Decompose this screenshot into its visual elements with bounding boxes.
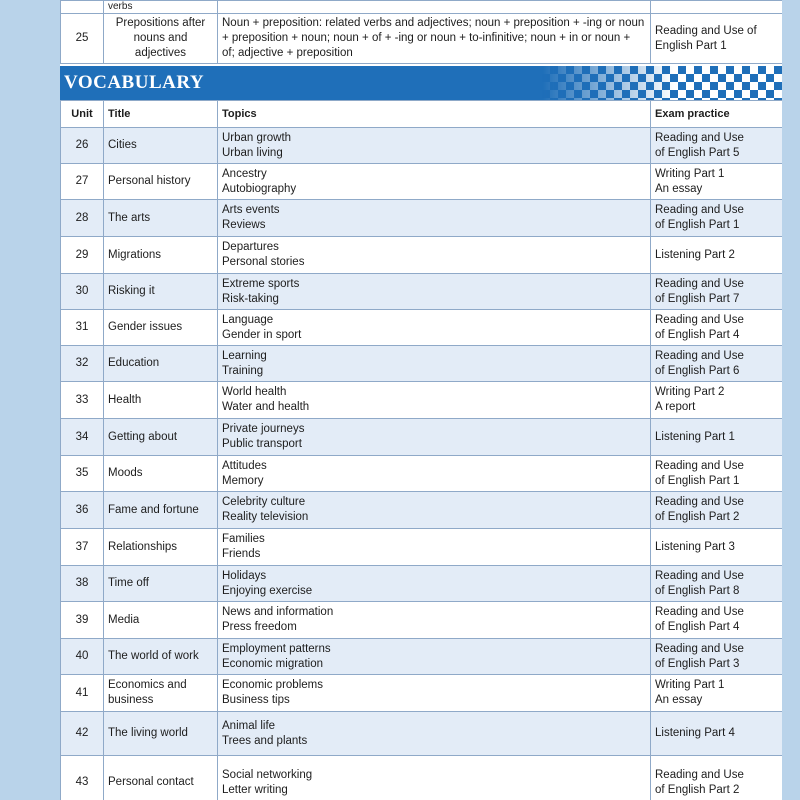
row-topics-line: Families — [222, 533, 265, 545]
vocabulary-table — [60, 100, 782, 800]
row-topics — [218, 200, 651, 237]
row-title: Media — [104, 602, 218, 639]
row-exam-line: of English Part 4 — [655, 621, 740, 633]
row-topics-line: Autobiography — [222, 182, 297, 195]
row-title: Risking it — [104, 274, 218, 310]
row-topics-line: Letter writing — [222, 783, 288, 796]
row-exam — [651, 346, 783, 382]
row-title: Education — [104, 346, 218, 382]
row-exam-line: Reading and Use — [655, 204, 744, 216]
row-topics-line: Private journeys — [222, 423, 305, 435]
row-exam — [651, 756, 783, 800]
row-topics-line: Enjoying exercise — [222, 584, 313, 597]
col-header-title: Title — [104, 101, 218, 128]
row-exam-line: A report — [655, 401, 696, 413]
row-unit: 29 — [61, 237, 104, 274]
row-exam — [651, 712, 783, 756]
row-exam-line: Writing Part 1 — [655, 679, 725, 691]
row-topics — [218, 128, 651, 164]
table-row — [61, 566, 783, 602]
col-header-unit: Unit — [61, 101, 104, 128]
row-topics-line: Gender in sport — [222, 328, 302, 341]
col-header-topics: Topics — [218, 101, 651, 128]
row-exam-line: Listening Part 1 — [655, 430, 735, 443]
row-unit: 43 — [61, 756, 104, 800]
row-exam: Reading and Use of English Part 1 — [651, 14, 783, 64]
row-topics — [218, 492, 651, 529]
row-topics-line: Arts events — [222, 204, 280, 216]
table-row — [61, 164, 783, 200]
row-title: verbs — [104, 1, 218, 14]
row-topics-line: Animal life — [222, 719, 276, 732]
row-exam — [651, 492, 783, 529]
row-topics-line: Public transport — [222, 438, 302, 450]
table-row — [61, 712, 783, 756]
row-topics-line: Trees and plants — [222, 734, 308, 747]
row-topics-line: Friends — [222, 548, 261, 560]
row-exam — [651, 274, 783, 310]
row-exam-line: Reading and Use — [655, 642, 744, 655]
row-topics-line: World health — [222, 386, 287, 398]
row-exam-line: Listening Part 3 — [655, 540, 735, 553]
table-row — [61, 492, 783, 529]
row-unit: 36 — [61, 492, 104, 529]
row-title: Fame and fortune — [104, 492, 218, 529]
row-title: The arts — [104, 200, 218, 237]
row-topics-line: Extreme sports — [222, 277, 300, 290]
table-row — [61, 382, 783, 419]
row-topics — [218, 346, 651, 382]
row-exam — [651, 164, 783, 200]
row-exam-line: Reading and Use — [655, 459, 744, 472]
row-exam-line: Reading and Use — [655, 768, 744, 781]
row-exam — [651, 237, 783, 274]
row-unit: 32 — [61, 346, 104, 382]
row-exam-line: of English Part 8 — [655, 584, 740, 597]
table-row — [61, 200, 783, 237]
row-title: Getting about — [104, 419, 218, 456]
row-exam — [651, 310, 783, 346]
row-topics-line: Holidays — [222, 569, 267, 582]
row-exam — [651, 675, 783, 712]
row-title: Personal contact — [104, 756, 218, 800]
row-title: Health — [104, 382, 218, 419]
table-row — [61, 274, 783, 310]
row-exam-line: of English Part 7 — [655, 292, 740, 305]
row-exam-line: of English Part 2 — [655, 511, 740, 523]
row-topics — [218, 675, 651, 712]
row-topics-line: Personal stories — [222, 256, 305, 268]
row-title: Time off — [104, 566, 218, 602]
section-banner — [60, 66, 782, 100]
row-exam-line: of English Part 4 — [655, 328, 740, 341]
table-row — [61, 756, 783, 800]
table-row — [61, 529, 783, 566]
row-topics — [218, 237, 651, 274]
row-title: The world of work — [104, 639, 218, 675]
row-topics-line: Economic migration — [222, 657, 323, 670]
row-topics-line: Reviews — [222, 219, 266, 231]
row-topics-line: Reality television — [222, 511, 309, 523]
section-heading: VOCABULARY — [64, 72, 205, 93]
row-topics — [218, 310, 651, 346]
row-title: Cities — [104, 128, 218, 164]
vocabulary-rows — [61, 128, 783, 800]
row-topics-line: Learning — [222, 349, 267, 362]
row-exam-line: An essay — [655, 694, 703, 706]
row-topics — [218, 382, 651, 419]
row-exam-line: Writing Part 1 — [655, 167, 725, 180]
table-row — [61, 419, 783, 456]
row-exam — [651, 382, 783, 419]
row-unit: 40 — [61, 639, 104, 675]
table-row — [61, 128, 783, 164]
row-unit: 39 — [61, 602, 104, 639]
row-title: Personal history — [104, 164, 218, 200]
row-exam-line: of English Part 2 — [655, 783, 740, 796]
table-row — [61, 639, 783, 675]
row-topics-line: Water and health — [222, 401, 310, 413]
row-topics-line: Departures — [222, 241, 279, 253]
row-exam — [651, 639, 783, 675]
row-exam-line: Reading and Use — [655, 131, 744, 144]
row-topics-line: Attitudes — [222, 459, 267, 472]
table-row — [61, 456, 783, 492]
table-row — [61, 602, 783, 639]
row-title: Moods — [104, 456, 218, 492]
checker-pattern — [542, 66, 782, 100]
row-topics — [218, 419, 651, 456]
row-exam — [651, 566, 783, 602]
row-topics-line: Urban living — [222, 146, 283, 159]
row-exam — [651, 456, 783, 492]
row-topics — [218, 712, 651, 756]
row-title: Migrations — [104, 237, 218, 274]
row-topics — [218, 456, 651, 492]
table-row — [61, 346, 783, 382]
row-exam-line: An essay — [655, 182, 703, 195]
table-header-row — [61, 101, 783, 128]
col-header-exam: Exam practice — [651, 101, 783, 128]
row-title: Gender issues — [104, 310, 218, 346]
row-topics-line: Business tips — [222, 694, 290, 706]
row-exam — [651, 602, 783, 639]
row-topics — [218, 274, 651, 310]
table-row — [61, 1, 783, 14]
row-unit: 27 — [61, 164, 104, 200]
row-topics — [218, 602, 651, 639]
row-topics-line: Risk-taking — [222, 292, 279, 305]
row-exam — [651, 419, 783, 456]
row-topics — [218, 529, 651, 566]
row-exam — [651, 529, 783, 566]
row-title: Relationships — [104, 529, 218, 566]
table-row — [61, 14, 783, 64]
row-exam — [651, 128, 783, 164]
row-topics-line: Ancestry — [222, 167, 267, 180]
row-unit: 31 — [61, 310, 104, 346]
row-topics-line: Language — [222, 313, 274, 326]
row-exam-line: Listening Part 4 — [655, 727, 735, 739]
row-topics-line: Economic problems — [222, 679, 323, 691]
row-topics: Noun + preposition: related verbs and adjectives; noun + preposition + -ing or noun + preposition + noun; noun + of + -ing or noun + to-infinitive; noun + in or noun + of; adjective + preposition — [218, 14, 651, 64]
row-unit: 37 — [61, 529, 104, 566]
row-unit: 35 — [61, 456, 104, 492]
row-exam-line: of English Part 1 — [655, 474, 740, 487]
row-unit: 42 — [61, 712, 104, 756]
row-exam-line: Reading and Use — [655, 569, 744, 582]
row-exam-line: Reading and Use — [655, 496, 744, 508]
row-topics — [218, 164, 651, 200]
row-exam-line: of English Part 3 — [655, 657, 740, 670]
row-exam-line: Reading and Use — [655, 349, 744, 362]
row-title: The living world — [104, 712, 218, 756]
row-unit: 30 — [61, 274, 104, 310]
row-topics-line: Urban growth — [222, 131, 292, 144]
table-row — [61, 237, 783, 274]
row-topics-line: News and information — [222, 606, 334, 618]
row-exam-line: of English Part 1 — [655, 219, 740, 231]
row-topics-line: Press freedom — [222, 621, 297, 633]
row-topics-line: Memory — [222, 474, 264, 487]
row-exam-line: Writing Part 2 — [655, 386, 725, 398]
contents-page — [60, 0, 782, 800]
row-unit: 28 — [61, 200, 104, 237]
row-unit: 41 — [61, 675, 104, 712]
row-topics-line: Social networking — [222, 768, 313, 781]
row-exam-line: Reading and Use — [655, 277, 744, 290]
row-topics-line: Celebrity culture — [222, 496, 306, 508]
grammar-table-tail — [60, 0, 782, 64]
row-topics-line: Training — [222, 364, 264, 377]
row-exam-line: Reading and Use — [655, 313, 744, 326]
row-exam-line: of English Part 5 — [655, 146, 740, 159]
row-topics-line: Employment patterns — [222, 642, 331, 655]
row-unit: 26 — [61, 128, 104, 164]
row-unit: 38 — [61, 566, 104, 602]
table-row — [61, 310, 783, 346]
row-exam-line: Reading and Use — [655, 606, 744, 618]
row-exam-line: of English Part 6 — [655, 364, 740, 377]
row-topics — [218, 639, 651, 675]
row-topics — [218, 756, 651, 800]
row-title: Economics and business — [104, 675, 218, 712]
row-unit: 33 — [61, 382, 104, 419]
row-unit: 34 — [61, 419, 104, 456]
row-exam-line: Listening Part 2 — [655, 248, 735, 261]
row-unit: 25 — [61, 14, 104, 64]
row-exam — [651, 200, 783, 237]
row-title: Prepositions after nouns and adjectives — [104, 14, 218, 64]
row-topics — [218, 566, 651, 602]
table-row — [61, 675, 783, 712]
